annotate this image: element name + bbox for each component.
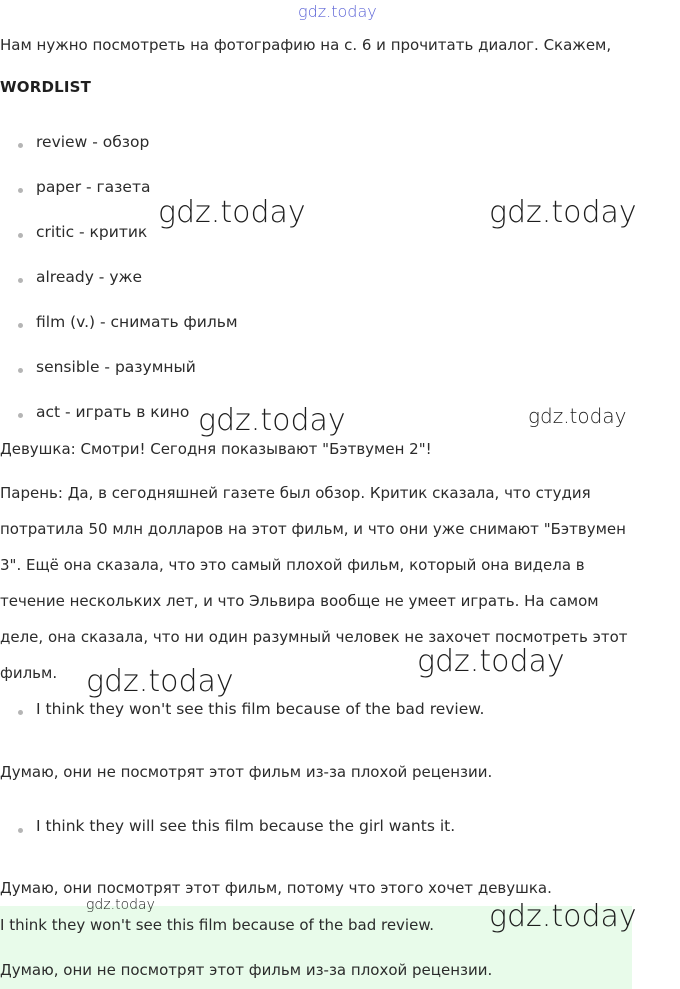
wordlist-item: act - играть в кино bbox=[36, 403, 190, 421]
watermark: gdz.today bbox=[86, 897, 155, 913]
option-russian: Думаю, они не посмотрят этот фильм из-за плохой рецензии. bbox=[0, 763, 493, 781]
option-english: I think they will see this film because the girl wants it. bbox=[36, 817, 456, 835]
dialogue-line: Парень: Да, в сегодняшней газете был обзор. Критик сказала, что студия bbox=[0, 484, 591, 502]
watermark: gdz.today bbox=[489, 899, 637, 934]
answer-russian: Думаю, они не посмотрят этот фильм из-за плохой рецензии. bbox=[0, 961, 493, 979]
dialogue-line: потратила 50 млн долларов на этот фильм, и что они уже снимают "Бэтвумен bbox=[0, 520, 626, 538]
option-russian: Думаю, они посмотрят этот фильм, потому что этого хочет девушка. bbox=[0, 879, 552, 897]
dialogue-line: деле, она сказала, что ни один разумный человек не захочет посмотреть этот bbox=[0, 628, 628, 646]
wordlist-item: film (v.) - снимать фильм bbox=[36, 313, 238, 331]
header-watermark: gdz.today bbox=[298, 2, 377, 21]
bullet-icon bbox=[18, 278, 23, 283]
wordlist-item: sensible - разумный bbox=[36, 358, 196, 376]
bullet-icon bbox=[18, 188, 23, 193]
watermark: gdz.today bbox=[528, 404, 627, 428]
bullet-icon bbox=[18, 233, 23, 238]
wordlist-heading: WORDLIST bbox=[0, 78, 92, 96]
dialogue-girl: Девушка: Смотри! Сегодня показывают "Бэтвумен 2"! bbox=[0, 440, 432, 458]
answer-english: I think they won't see this film because of the bad review. bbox=[0, 916, 434, 934]
wordlist-item: paper - газета bbox=[36, 178, 151, 196]
wordlist-item: critic - критик bbox=[36, 223, 148, 241]
watermark: gdz.today bbox=[86, 664, 234, 699]
watermark: gdz.today bbox=[489, 195, 637, 230]
bullet-icon bbox=[18, 368, 23, 373]
bullet-icon bbox=[18, 828, 23, 833]
dialogue-line: фильм. bbox=[0, 664, 58, 682]
option-english: I think they won't see this film because of the bad review. bbox=[36, 700, 485, 718]
wordlist-item: review - обзор bbox=[36, 133, 150, 151]
bullet-icon bbox=[18, 143, 23, 148]
intro-text: Нам нужно посмотреть на фотографию на с. 6 и прочитать диалог. Скажем, bbox=[0, 36, 612, 54]
bullet-icon bbox=[18, 323, 23, 328]
wordlist-item: already - уже bbox=[36, 268, 143, 286]
dialogue-line: течение нескольких лет, и что Эльвира вообще не умеет играть. На самом bbox=[0, 592, 599, 610]
watermark: gdz.today bbox=[417, 644, 565, 679]
dialogue-line: 3". Ещё она сказала, что это самый плохой фильм, который она видела в bbox=[0, 556, 585, 574]
watermark: gdz.today bbox=[198, 403, 346, 438]
bullet-icon bbox=[18, 710, 23, 715]
bullet-icon bbox=[18, 413, 23, 418]
watermark: gdz.today bbox=[158, 195, 306, 230]
